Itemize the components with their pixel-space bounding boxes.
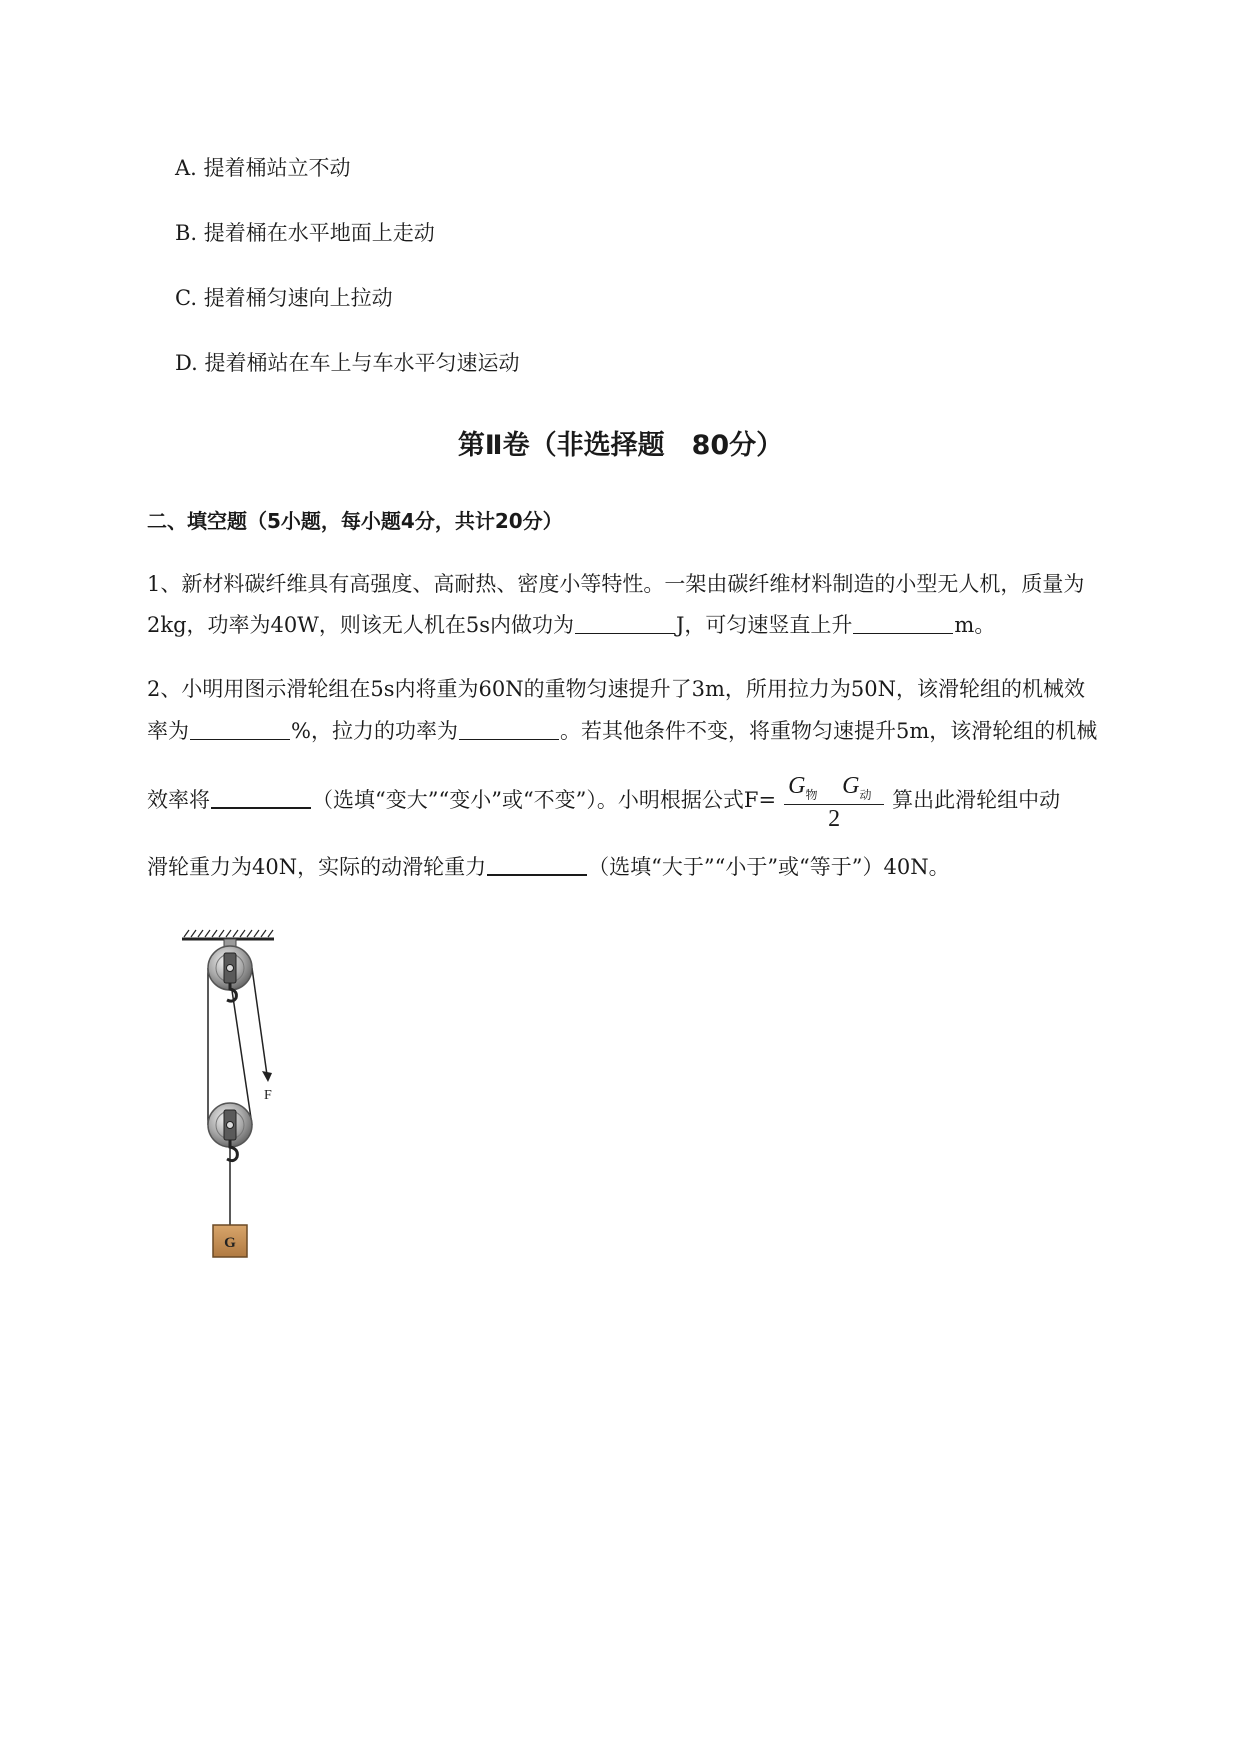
q2-blank-change[interactable] <box>211 785 311 809</box>
formula-g-object: $G_物$ <box>788 772 818 802</box>
q2-text-g: 滑轮重力为40N，实际的动滑轮重力 <box>147 855 487 879</box>
option-text: 提着桶在水平地面上走动 <box>203 221 435 245</box>
weight-label: G <box>224 1235 236 1251</box>
option-letter: C. <box>175 286 197 310</box>
q2-text-h: （选填“大于”“小于”或“等于”）40N。 <box>588 855 950 879</box>
q2-text-c: 。若其他条件不变，将重物匀速提升5m，该滑轮组的机械 <box>559 719 1098 743</box>
q2-line-1: 2、小明用图示滑轮组在5s内将重为60N的重物匀速提升了3m，所用拉力为50N，该滑轮组的机械效 <box>147 677 1085 701</box>
q2-text-f: 算出此滑轮组中动 <box>892 788 1061 812</box>
q2-line-4 <box>147 852 950 882</box>
option-text: 提着桶站立不动 <box>203 156 351 180</box>
q2-text-e: （选填“变大”“变小”或“不变”）。小明根据公式F= <box>312 788 777 812</box>
q2-blank-efficiency[interactable] <box>190 717 290 740</box>
q2-blank-compare[interactable] <box>487 852 587 876</box>
q1-blank-height[interactable] <box>853 611 953 634</box>
option-b <box>175 218 435 248</box>
weight-block <box>213 1225 247 1257</box>
option-text: 提着桶匀速向上拉动 <box>203 286 393 310</box>
option-a <box>175 153 351 183</box>
q1-line-2 <box>147 610 995 640</box>
rope <box>208 968 267 1225</box>
q2-blank-power[interactable] <box>459 717 559 740</box>
q2-text-a: 率为 <box>147 719 189 743</box>
q1-blank-work[interactable] <box>575 611 675 634</box>
formula-fraction <box>784 772 884 832</box>
pulley-system-figure <box>178 925 288 1265</box>
formula-g-pulley: $G_动$ <box>842 772 872 802</box>
part-title: 二、填空题（5小题，每小题4分，共计20分） <box>147 509 563 533</box>
q2-line-3 <box>147 770 1060 832</box>
q1-line-1: 1、新材料碳纤维具有高强度、高耐热、密度小等特性。一架由碳纤维材料制造的小型无人机，质量为 <box>147 572 1085 596</box>
q1-text-a: 2kg，功率为40W，则该无人机在5s内做功为 <box>147 613 574 637</box>
q2-line-2 <box>147 716 1097 746</box>
option-c <box>175 283 393 313</box>
option-d <box>175 348 519 378</box>
formula-denominator: 2 <box>828 805 841 832</box>
q1-text-b: J，可匀速竖直上升 <box>675 613 853 637</box>
option-text: 提着桶站在车上与车水平匀速运动 <box>204 351 520 375</box>
formula-numerator <box>784 772 884 802</box>
force-arrow <box>262 1071 272 1103</box>
section-title: 第Ⅱ卷（非选择题 80分） <box>457 430 784 461</box>
option-letter: A. <box>175 156 197 180</box>
force-label: F <box>264 1088 272 1103</box>
q2-text-b: %，拉力的功率为 <box>291 719 458 743</box>
q1-text-c: m。 <box>954 613 996 637</box>
fixed-pulley <box>208 946 252 1001</box>
option-letter: B. <box>175 221 198 245</box>
q2-text-d: 效率将 <box>147 788 210 812</box>
option-letter: D. <box>175 351 198 375</box>
